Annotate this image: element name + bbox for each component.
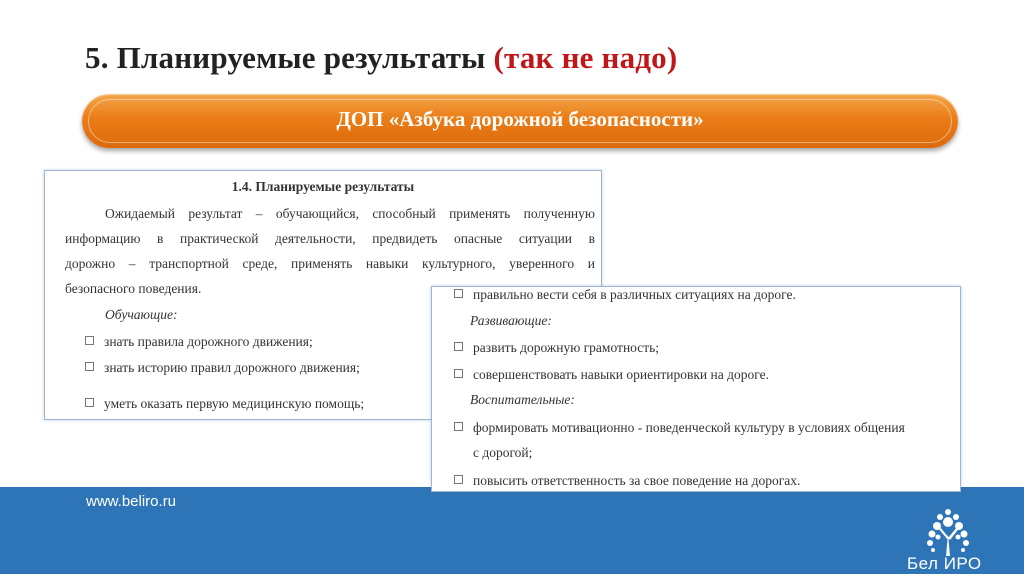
section-banner [82,94,958,148]
slide-title [85,40,677,76]
list-item-continuation: с дорогой; [473,445,533,460]
list-item [85,334,313,350]
doc-heading: 1.4. Планируемые результаты [231,179,415,194]
list-item-text: развить дорожную грамотность; [473,340,660,355]
checkbox-bullet-icon [454,342,463,351]
checkbox-bullet-icon [454,289,463,298]
checkbox-bullet-icon [85,336,94,345]
list-item-text: совершенствовать навыки ориентировки на дороге. [473,367,769,382]
list-item-text: уметь оказать первую медицинскую помощь; [104,396,365,411]
logo [900,500,1010,574]
list-item [85,396,364,412]
footer-bar [0,487,1024,574]
document-excerpt-continued [431,286,961,492]
category-label: Обучающие: [105,307,178,322]
checkbox-bullet-icon [454,422,463,431]
list-item-text: формировать мотивационно - поведенческой культуру в условиях общения [473,420,905,435]
checkbox-bullet-icon [85,362,94,371]
paragraph-line: информацию в практической деятельности, предвидеть опасные ситуации в [65,231,595,246]
list-item [85,360,360,376]
category-label: Воспитательные: [470,392,575,407]
paragraph-line: безопасного поведения. [65,281,202,296]
footer-url: www.beliro.ru [86,493,177,510]
list-item [454,340,659,356]
slide-title-note: (так не надо) [493,40,678,75]
list-item-text: знать историю правил дорожного движения; [104,360,360,375]
checkbox-bullet-icon [454,475,463,484]
paragraph-line: Ожидаемый результат – обучающийся, способный применять полученную [105,206,595,221]
list-item [454,420,905,436]
list-item-text: правильно вести себя в различных ситуациях на дороге. [473,287,796,302]
checkbox-bullet-icon [454,369,463,378]
list-item [454,367,769,383]
banner-text: ДОП «Азбука дорожной безопасности» [336,107,704,131]
checkbox-bullet-icon [85,398,94,407]
list-item-text: знать правила дорожного движения; [104,334,313,349]
list-item [454,473,800,489]
category-label: Развивающие: [470,313,552,328]
paragraph-line: дорожно – транспортной среде, применять навыки культурного, уверенного и [65,256,595,271]
slide-title-main: 5. Планируемые результаты [85,40,486,75]
logo-text: Бел ИРО [907,554,982,573]
list-item [454,287,796,303]
list-item-text: повысить ответственность за свое поведение на дорогах. [473,473,801,488]
